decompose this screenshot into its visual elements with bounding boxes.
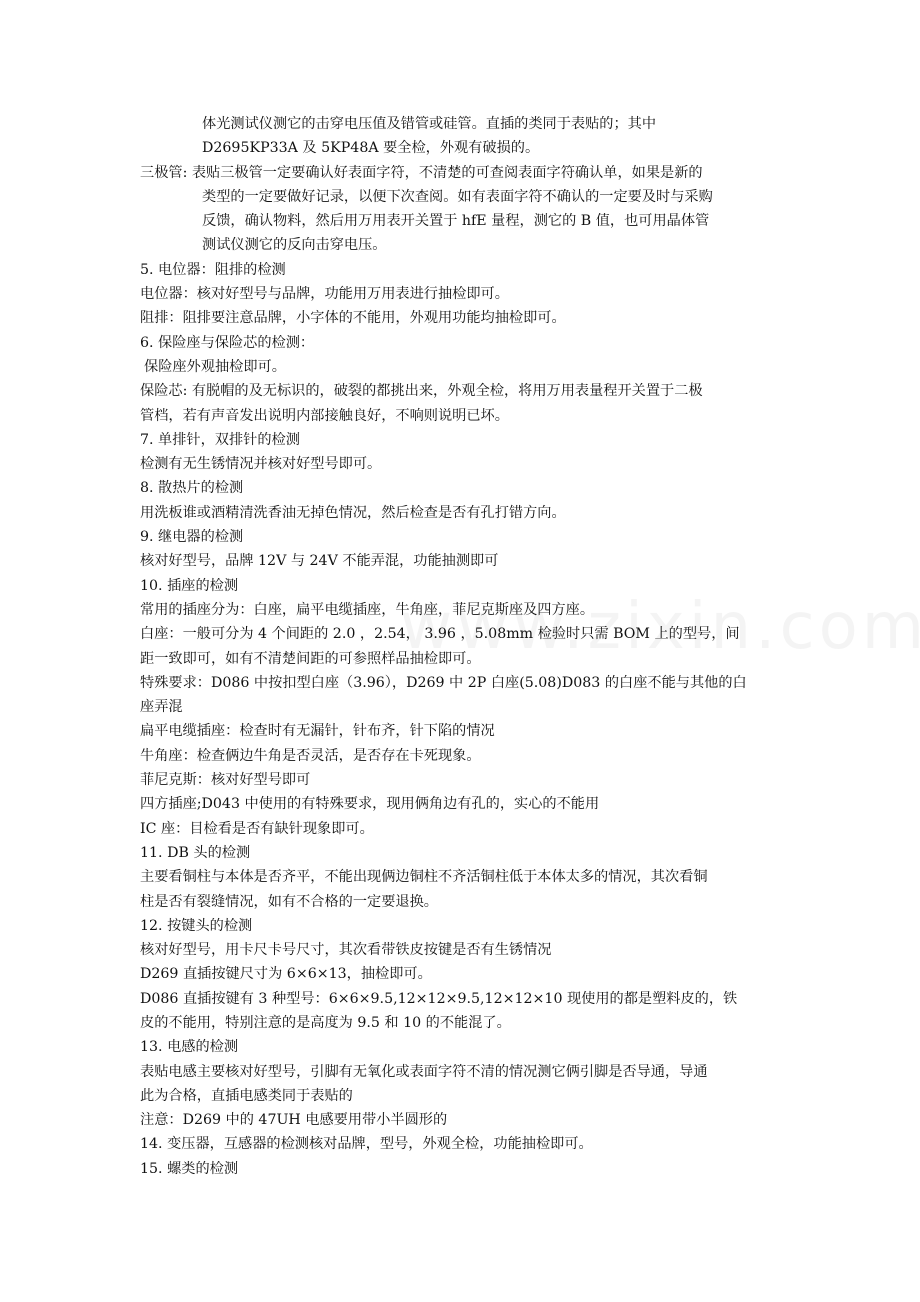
text-line: IC 座：目检看是否有缺针现象即可。 xyxy=(140,820,374,837)
text-line: 反馈，确认物料，然后用万用表开关置于 hfE 量程，测它的 B 值，也可用晶体管 xyxy=(202,213,710,230)
text-line: 电位器：核对好型号与品牌，功能用万用表进行抽检即可。 xyxy=(140,286,509,303)
text-line: 核对好型号，用卡尺卡号尺寸，其次看带铁皮按键是否有生锈情况 xyxy=(140,942,552,959)
text-line: 此为合格，直插电感类同于表贴的 xyxy=(140,1087,353,1104)
text-line: 牛角座：检查俩边牛角是否灵活，是否存在卡死现象。 xyxy=(140,747,481,764)
text-line: 四方插座;D043 中使用的有特殊要求，现用俩角边有孔的，实心的不能用 xyxy=(140,796,600,813)
text-line: 三极管: 表贴三极管一定要确认好表面字符，不清楚的可查阅表面字符确认单，如果是新的 xyxy=(140,164,703,181)
text-line: 距一致即可，如有不清楚间距的可参照样品抽检即可。 xyxy=(140,650,481,667)
text-line: 13. 电感的检测 xyxy=(140,1039,239,1056)
text-line: 6. 保险座与保险芯的检测： xyxy=(140,334,315,351)
text-line: 特殊要求：D086 中按扣型白座（3.96），D269 中 2P 白座(5.08)D083 的白座不能与其他的白 xyxy=(140,674,747,691)
text-line: 表贴电感主要核对好型号，引脚有无氧化或表面字符不清的情况测它俩引脚是否导通，导通 xyxy=(140,1063,708,1080)
text-line: 10. 插座的检测 xyxy=(140,577,239,594)
text-line: 类型的一定要做好记录，以便下次查阅。如有表面字符不确认的一定要及时与采购 xyxy=(202,188,713,205)
text-line: 15. 螺类的检测 xyxy=(140,1160,239,1177)
text-line: 12. 按键头的检测 xyxy=(140,917,253,934)
document-body xyxy=(140,112,800,1181)
text-line: 7. 单排针，双排针的检测 xyxy=(140,431,300,448)
text-line: 皮的不能用，特别注意的是高度为 9.5 和 10 的不能混了。 xyxy=(140,1014,511,1031)
text-line: 管档，若有声音发出说明内部接触良好，不响则说明已坏。 xyxy=(140,407,509,424)
text-line: 测试仪测它的反向击穿电压。 xyxy=(202,237,387,254)
text-line: 5. 电位器：阻排的检测 xyxy=(140,261,286,278)
text-line: 检测有无生锈情况并核对好型号即可。 xyxy=(140,456,382,473)
text-line: 14. 变压器，互感器的检测核对品牌，型号，外观全检，功能抽检即可。 xyxy=(140,1136,593,1153)
text-line: 8. 散热片的检测 xyxy=(140,480,244,497)
text-line: 扁平电缆插座：检查时有无漏针，针布齐，针下陷的情况 xyxy=(140,723,495,740)
text-line: 座弄混 xyxy=(140,699,183,716)
text-line: 注意：D269 中的 47UH 电感要用带小半圆形的 xyxy=(140,1112,448,1129)
text-line: 体光测试仪测它的击穿电压值及错管或硅管。直插的类同于表贴的；其中 xyxy=(202,116,657,132)
text-line: D2695KP33A 及 5KP48A 要全检，外观有破损的。 xyxy=(202,140,540,157)
text-line: 白座：一般可分为 4 个间距的 2.0 ，2.54， 3.96 ，5.08mm 检验时只需 BOM 上的型号，间 xyxy=(140,626,740,643)
text-line: 保险芯: 有脱帽的及无标识的，破裂的都挑出来，外观全检，将用万用表量程开关置于二极 xyxy=(140,383,703,400)
text-line: 保险座外观抽检即可。 xyxy=(144,358,286,375)
text-line: D269 直插按键尺寸为 6×6×13，抽检即可。 xyxy=(140,966,432,983)
text-line: 柱是否有裂缝情况，如有不合格的一定要退换。 xyxy=(140,893,438,910)
text-line: 核对好型号，品牌 12V 与 24V 不能弄混，功能抽测即可 xyxy=(140,553,499,570)
text-line: 9. 继电器的检测 xyxy=(140,529,244,546)
text-line: 用洗板谁或酒精清洗香油无掉色情况，然后检查是否有孔打错方向。 xyxy=(140,504,566,521)
text-line: 阻排：阻排要注意品牌，小字体的不能用，外观用功能均抽检即可。 xyxy=(140,310,566,327)
text-line: 常用的插座分为：白座，扁平电缆插座，牛角座，菲尼克斯座及四方座。 xyxy=(140,601,595,618)
text-line: D086 直插按键有 3 种型号：6×6×9.5,12×12×9.5,12×12×10 现使用的都是塑料皮的，铁 xyxy=(140,990,738,1007)
text-line: 11. DB 头的检测 xyxy=(140,844,251,861)
text-line: 菲尼克斯：核对好型号即可 xyxy=(140,772,311,789)
text-line: 主要看铜柱与本体是否齐平，不能出现俩边铜柱不齐活铜柱低于本体太多的情况，其次看铜 xyxy=(140,869,708,886)
